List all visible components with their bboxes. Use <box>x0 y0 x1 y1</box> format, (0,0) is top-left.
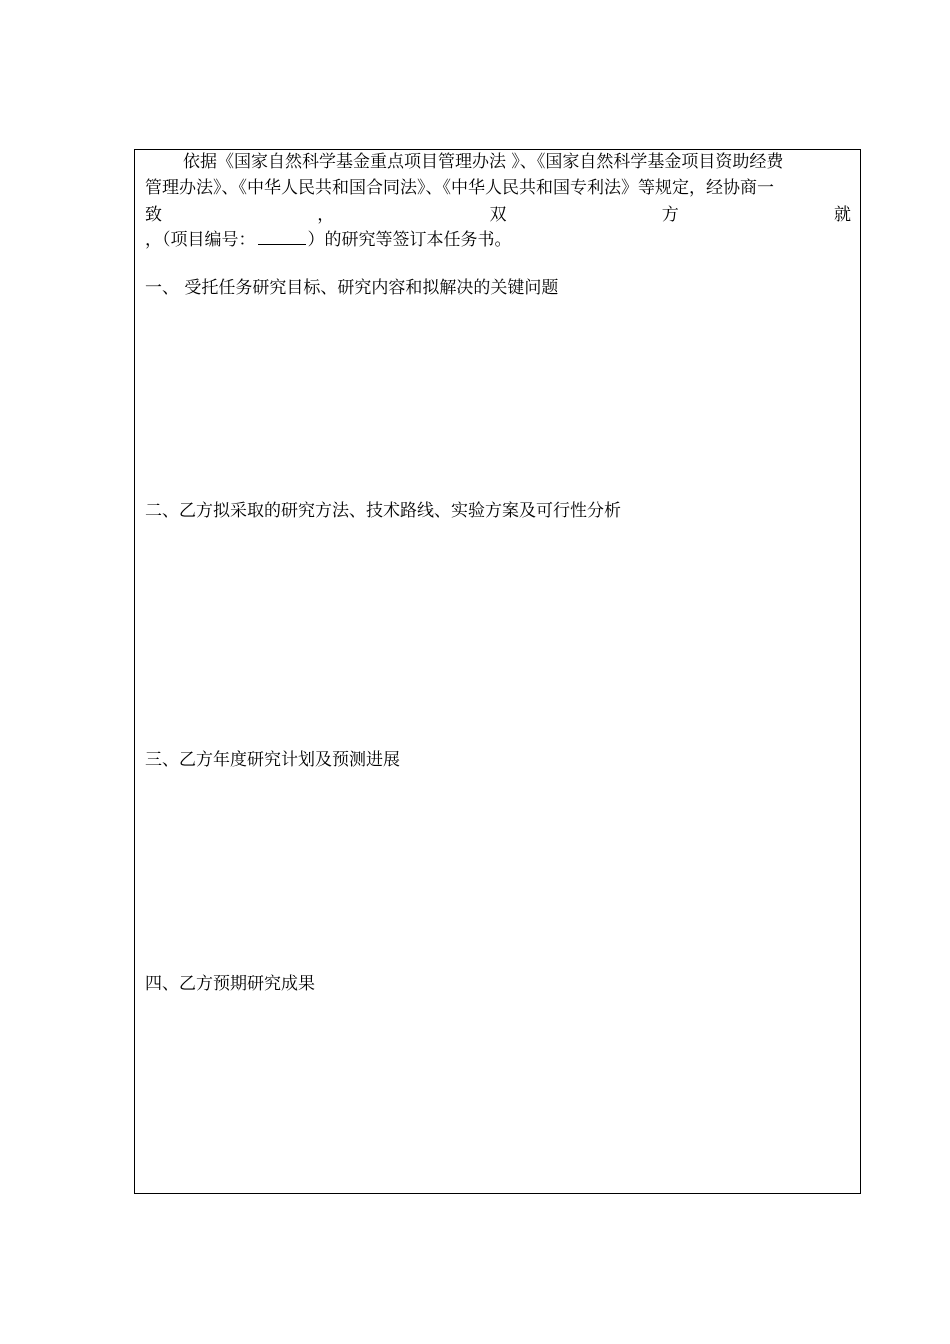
intro-line-2: 管理办法》、《中华人民共和国合同法》、《中华人民共和国专利法》等规定，经协商一 <box>145 178 774 198</box>
project-number-suffix: ）的研究等签订本任务书。 <box>307 230 512 250</box>
section-1-heading: 一、 受托任务研究目标、研究内容和拟解决的关键问题 <box>145 278 559 298</box>
section-2-heading: 二、乙方拟采取的研究方法、技术路线、实验方案及可行性分析 <box>145 501 621 521</box>
task-form-frame <box>134 149 861 1194</box>
project-number-prefix: ，（项目编号： <box>145 230 256 250</box>
section-4-heading: 四、乙方预期研究成果 <box>145 974 315 994</box>
intro-line-3 <box>145 205 851 225</box>
intro-word: ， <box>317 205 335 225</box>
intro-word: 方 <box>661 205 679 225</box>
section-3-heading: 三、乙方年度研究计划及预测进展 <box>145 750 400 770</box>
project-number-blank[interactable] <box>258 230 306 245</box>
intro-line-4 <box>145 230 512 250</box>
intro-word: 就 <box>834 205 851 225</box>
intro-line-1: 依据《国家自然科学基金重点项目管理办法 》、《国家自然科学基金项目资助经费 <box>183 152 784 172</box>
intro-word: 双 <box>489 205 507 225</box>
intro-word: 致 <box>145 205 162 225</box>
